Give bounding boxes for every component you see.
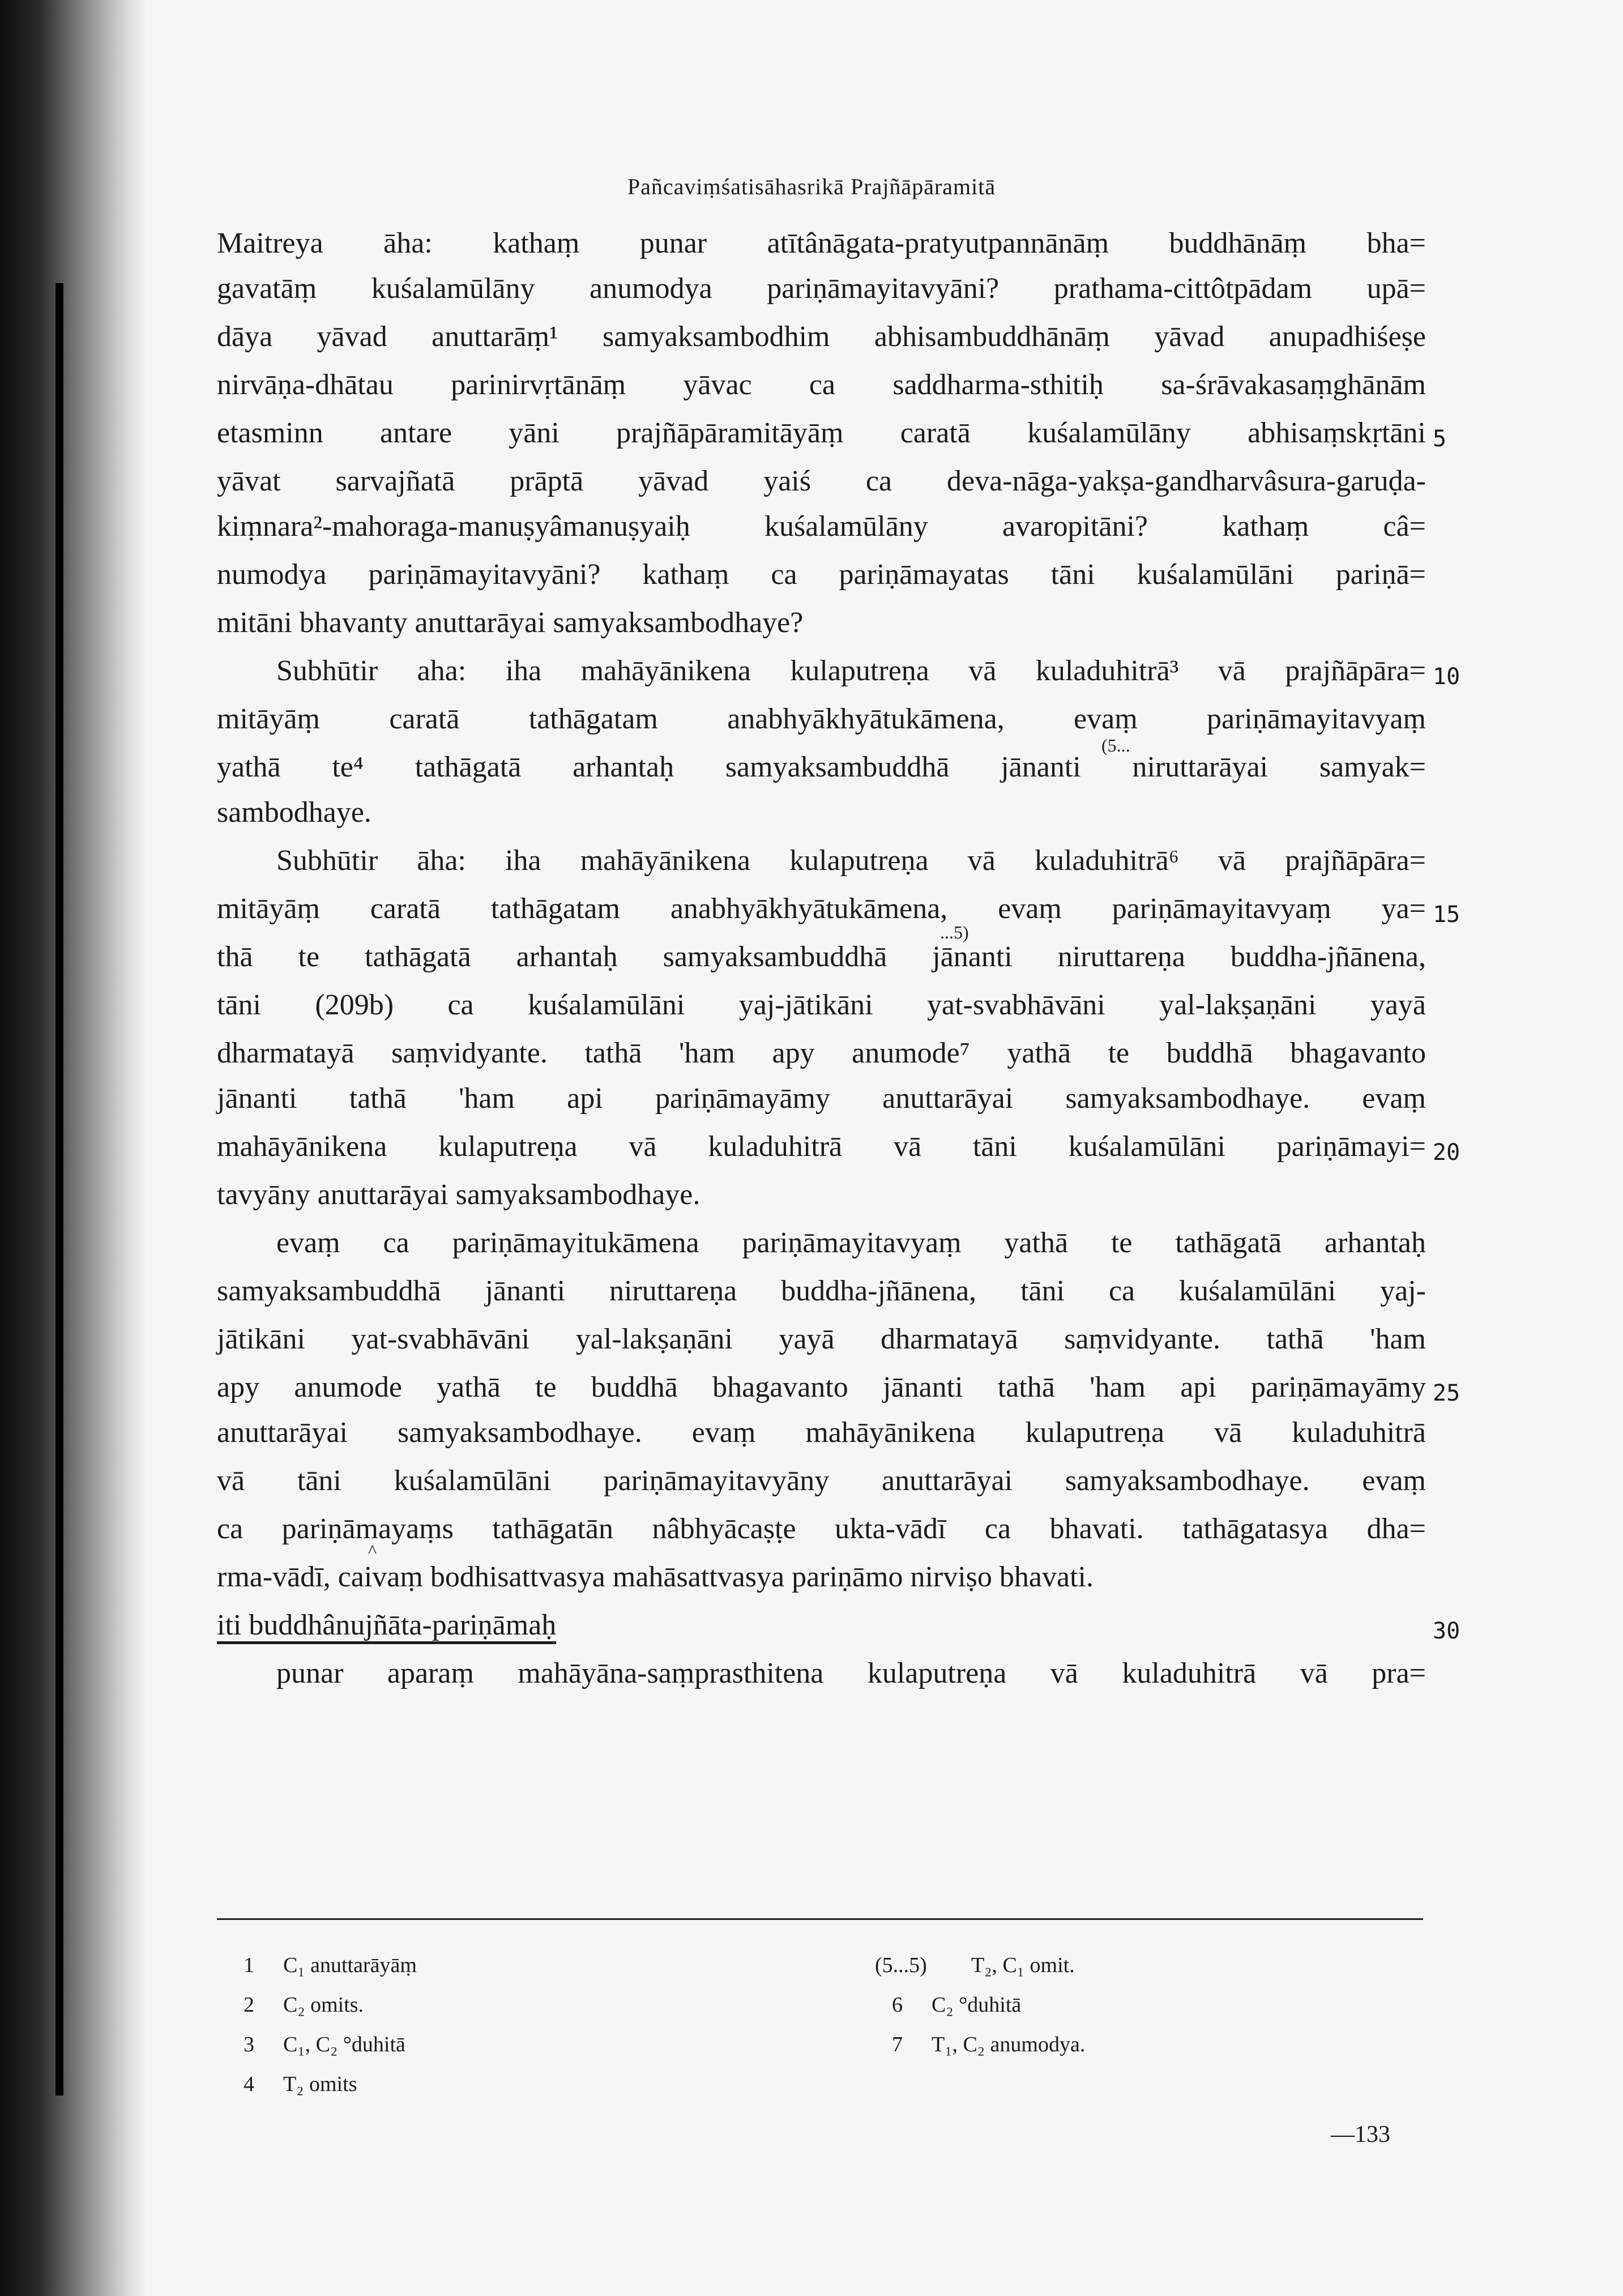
footnote — [244, 2030, 405, 2059]
footnote-number: 1 — [244, 1953, 254, 1977]
footnote-text: C₂ omits. — [283, 1993, 364, 2017]
footnote-number: 4 — [244, 2072, 254, 2096]
footnote — [244, 2070, 357, 2098]
text-line: vā tāni kuśalamūlāni pariṇāmayitavyāny anuttarāyai samyaksambodhaye. evaṃ — [217, 1465, 1426, 1497]
text-line: Subhūtir aha: iha mahāyānikena kulaputreṇa vā kuladuhitrā³ vā prajñāpāra= — [276, 655, 1426, 687]
text-line: numodya pariṇāmayitavyāni? kathaṃ ca pariṇāmayatas tāni kuśalamūlāni pariṇā= — [217, 558, 1426, 591]
range-end-mark: ...5) — [940, 922, 969, 942]
text-line: etasminn antare yāni prajñāpāramitāyāṃ caratā kuśalamūlāny abhisaṃskṛtāni — [217, 417, 1426, 449]
text-line: jānanti tathā 'ham api pariṇāmayāmy anuttarāyai samyaksambodhaye. evaṃ — [217, 1082, 1426, 1115]
section-heading: iti buddhânujñāta-pariṇāmaḥ — [217, 1609, 557, 1641]
text-line: anuttarāyai samyaksambodhaye. evaṃ mahāyānikena kulaputreṇa vā kuladuhitrā — [217, 1416, 1426, 1449]
line-number: 30 — [1433, 1618, 1460, 1644]
line-number: 10 — [1433, 664, 1460, 690]
line-number: 15 — [1433, 902, 1460, 928]
running-head: Pañcaviṃśatisāhasrikā Prajñāpāramitā — [627, 174, 996, 199]
text-line: tavyāny anuttarāyai samyaksambodhaye. — [217, 1179, 701, 1211]
footnote — [875, 1951, 1075, 1979]
text-line: yāvat sarvajñatā prāptā yāvad yaiś ca deva-nāga-yakṣa-gandharvâsura-garuḍa- — [217, 465, 1426, 497]
text-line: yathā te⁴ tathāgatā arhantaḥ samyaksambuddhā jānanti niruttarāyai samyak= — [217, 751, 1426, 783]
footnote-text: T₂, C₁ omit. — [971, 1953, 1075, 1977]
text-line: nirvāṇa-dhātau parinirvṛtānāṃ yāvac ca saddharma-sthitiḥ sa-śrāvakasaṃghānām — [217, 369, 1426, 401]
line-number: 20 — [1433, 1140, 1460, 1166]
text-line: dāya yāvad anuttarāṃ¹ samyaksambodhim abhisambuddhānāṃ yāvad anupadhiśeṣe — [217, 321, 1426, 353]
text-line: thā te tathāgatā arhantaḥ samyaksambuddhā jānanti niruttareṇa buddha-jñānena, — [217, 941, 1426, 973]
text-line: jātikāni yat-svabhāvāni yal-lakṣaṇāni yayā dharmatayā saṃvidyante. tathā 'ham — [217, 1323, 1426, 1355]
text-line: mitāyāṃ caratā tathāgatam anabhyākhyātukāmena, evaṃ pariṇāmayitavyaṃ — [217, 703, 1426, 735]
footnote-text: T₁, C₂ anumodya. — [932, 2033, 1086, 2056]
binding-gutter-shadow — [0, 0, 147, 2296]
text-line: sambodhaye. — [217, 796, 371, 829]
footnote-number: 6 — [892, 1993, 903, 2017]
text-line: rma-vādī, caivaṃ bodhisattvasya mahāsattvasya pariṇāmo nirviṣo bhavati. — [217, 1561, 1094, 1593]
text-line: gavatāṃ kuśalamūlāny anumodya pariṇāmayitavyāni? prathama-cittôtpādam upā= — [217, 272, 1426, 305]
footnote — [244, 1991, 364, 2019]
footnote-text: C₁ anuttarāyāṃ — [283, 1953, 417, 1977]
footnote-number: 3 — [244, 2033, 254, 2056]
footnote-rule — [217, 1918, 1423, 1920]
caret-mark: ^ — [368, 1540, 377, 1561]
footnote-number: 7 — [892, 2033, 903, 2056]
line-number: 25 — [1433, 1380, 1460, 1406]
footnote — [892, 1991, 1021, 2019]
text-line: Subhūtir āha: iha mahāyānikena kulaputreṇa vā kuladuhitrā⁶ vā prajñāpāra= — [276, 844, 1426, 877]
text-line: Maitreya āha: kathaṃ punar atītânāgata-pratyutpannānāṃ buddhānāṃ bha= — [217, 227, 1426, 259]
footnote-text: T₂ omits — [283, 2072, 357, 2096]
page-number: —133 — [1331, 2122, 1390, 2148]
text-line: evaṃ ca pariṇāmayitukāmena pariṇāmayitavyaṃ yathā te tathāgatā arhantaḥ — [276, 1227, 1426, 1259]
text-line: tāni (209b) ca kuśalamūlāni yaj-jātikāni yat-svabhāvāni yal-lakṣaṇāni yayā — [217, 989, 1426, 1021]
text-line: mitāni bhavanty anuttarāyai samyaksambodhaye? — [217, 607, 804, 639]
text-line: samyaksambuddhā jānanti niruttareṇa buddha-jñānena, tāni ca kuśalamūlāni yaj- — [217, 1275, 1426, 1307]
footnote-text: C₁, C₂ °duhitā — [283, 2033, 405, 2056]
text-line: ca pariṇāmayaṃs tathāgatān nâbhyācaṣṭe ukta-vādī ca bhavati. tathāgatasya dha= — [217, 1513, 1426, 1545]
text-line: dharmatayā saṃvidyante. tathā 'ham apy anumode⁷ yathā te buddhā bhagavanto — [217, 1037, 1426, 1069]
text-line: mitāyāṃ caratā tathāgatam anabhyākhyātukāmena, evaṃ pariṇāmayitavyaṃ ya= — [217, 893, 1426, 925]
footnote — [892, 2030, 1085, 2059]
text-line: kiṃnara²-mahoraga-manuṣyâmanuṣyaiḥ kuśalamūlāny avaropitāni? kathaṃ câ= — [217, 510, 1426, 543]
footnote-text: C₂ °duhitā — [932, 1993, 1022, 2017]
footnote — [244, 1951, 417, 1979]
text-line: mahāyānikena kulaputreṇa vā kuladuhitrā vā tāni kuśalamūlāni pariṇāmayi= — [217, 1130, 1426, 1163]
text-line: apy anumode yathā te buddhā bhagavanto jānanti tathā 'ham api pariṇāmayāmy — [217, 1371, 1426, 1403]
text-line: punar aparaṃ mahāyāna-saṃprasthitena kulaputreṇa vā kuladuhitrā vā pra= — [276, 1657, 1426, 1689]
binding-edge-line — [55, 283, 63, 2096]
footnote-number: 2 — [244, 1993, 254, 2017]
footnote-number: (5...5) — [875, 1953, 927, 1977]
range-start-mark: (5... — [1101, 735, 1130, 756]
line-number: 5 — [1433, 426, 1447, 452]
